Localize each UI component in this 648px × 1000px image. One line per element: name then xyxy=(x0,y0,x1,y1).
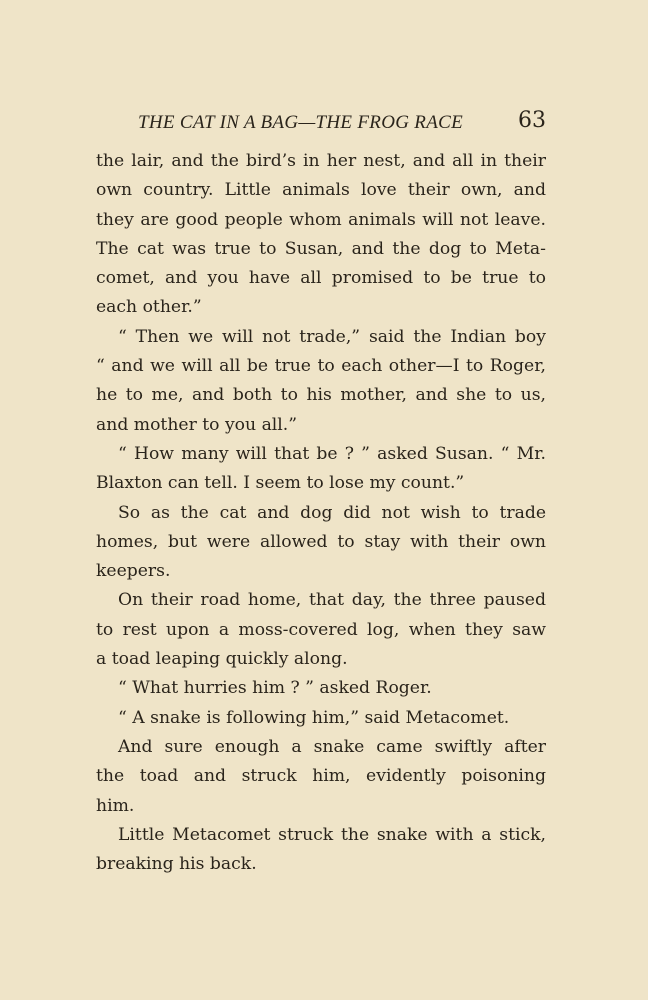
text-line: The cat was true to Susan, and the dog to Meta- xyxy=(96,238,546,259)
text-line: and mother to you all.” xyxy=(96,414,298,435)
running-head xyxy=(96,108,546,140)
text-line: keepers. xyxy=(96,561,171,582)
text-line: And sure enough a snake came swiftly after xyxy=(118,736,546,757)
text-line: “ A snake is following him,” said Metacomet. xyxy=(118,707,510,728)
text-line: he to me, and both to his mother, and she to us, xyxy=(96,385,546,406)
text-line: On their road home, that day, the three paused xyxy=(118,590,546,611)
text-line: Blaxton can tell. I seem to lose my count.” xyxy=(96,473,465,494)
page-number: 63 xyxy=(518,108,546,133)
text-line: the lair, and the bird’s in her nest, and all in their xyxy=(96,151,546,171)
text-line: “ Then we will not trade,” said the Indian boy xyxy=(118,326,546,347)
text-line: own country. Little animals love their own, and xyxy=(96,180,546,201)
body-text xyxy=(96,147,546,879)
text-line: comet, and you have all promised to be true to xyxy=(96,268,546,289)
text-line: breaking his back. xyxy=(96,854,257,875)
text-line: So as the cat and dog did not wish to trade xyxy=(118,502,546,523)
text-line: the toad and struck him, evidently poisoning xyxy=(96,766,546,787)
text-line: “ What hurries him ? ” asked Roger. xyxy=(118,678,432,699)
text-line: they are good people whom animals will not leave. xyxy=(96,209,546,230)
text-line: him. xyxy=(96,795,135,816)
text-line: a toad leaping quickly along. xyxy=(96,649,348,670)
text-line: homes, but were allowed to stay with their own xyxy=(96,531,546,552)
text-line: “ How many will that be ? ” asked Susan. “ Mr. xyxy=(118,443,546,464)
running-head-title: THE CAT IN A BAG—THE FROG RACE xyxy=(138,112,463,133)
text-line: “ and we will all be true to each other—I to Roger, xyxy=(96,356,546,377)
text-line: to rest upon a moss-covered log, when they saw xyxy=(96,619,546,640)
text-line: each other.” xyxy=(96,297,202,318)
text-line: Little Metacomet struck the snake with a stick, xyxy=(118,824,546,845)
